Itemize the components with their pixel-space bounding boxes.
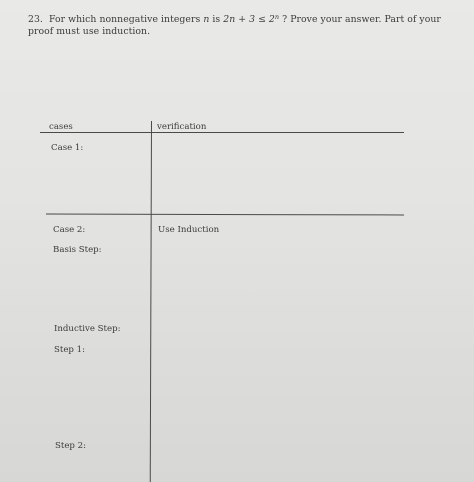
inequality-lhs: 2n + 3 ≤ 2 bbox=[223, 14, 275, 25]
column-divider-rule bbox=[150, 121, 152, 482]
question-text-after: ? Prove your answer. Part of your proof must use induction. bbox=[28, 14, 441, 37]
basis-step-label: Basis Step: bbox=[53, 245, 102, 255]
step-1-label: Step 1: bbox=[54, 345, 86, 355]
use-induction-label: Use Induction bbox=[158, 225, 220, 235]
question-text-before: For which nonnegative integers bbox=[48, 14, 201, 25]
inductive-step-label: Inductive Step: bbox=[54, 324, 121, 334]
question-number: 23. bbox=[28, 14, 43, 25]
header-rule bbox=[40, 132, 404, 133]
header-verification: verification bbox=[157, 122, 207, 132]
question-prompt bbox=[28, 12, 448, 37]
question-inequality bbox=[223, 14, 279, 25]
question-variable: n bbox=[203, 14, 210, 25]
case-1-label: Case 1: bbox=[51, 143, 84, 153]
question-text-is: is bbox=[212, 14, 221, 25]
case-divider-rule bbox=[46, 214, 404, 216]
header-cases: cases bbox=[49, 122, 73, 132]
case-2-label: Case 2: bbox=[53, 225, 86, 235]
inequality-exponent: n bbox=[274, 13, 280, 21]
step-2-label: Step 2: bbox=[55, 441, 87, 451]
